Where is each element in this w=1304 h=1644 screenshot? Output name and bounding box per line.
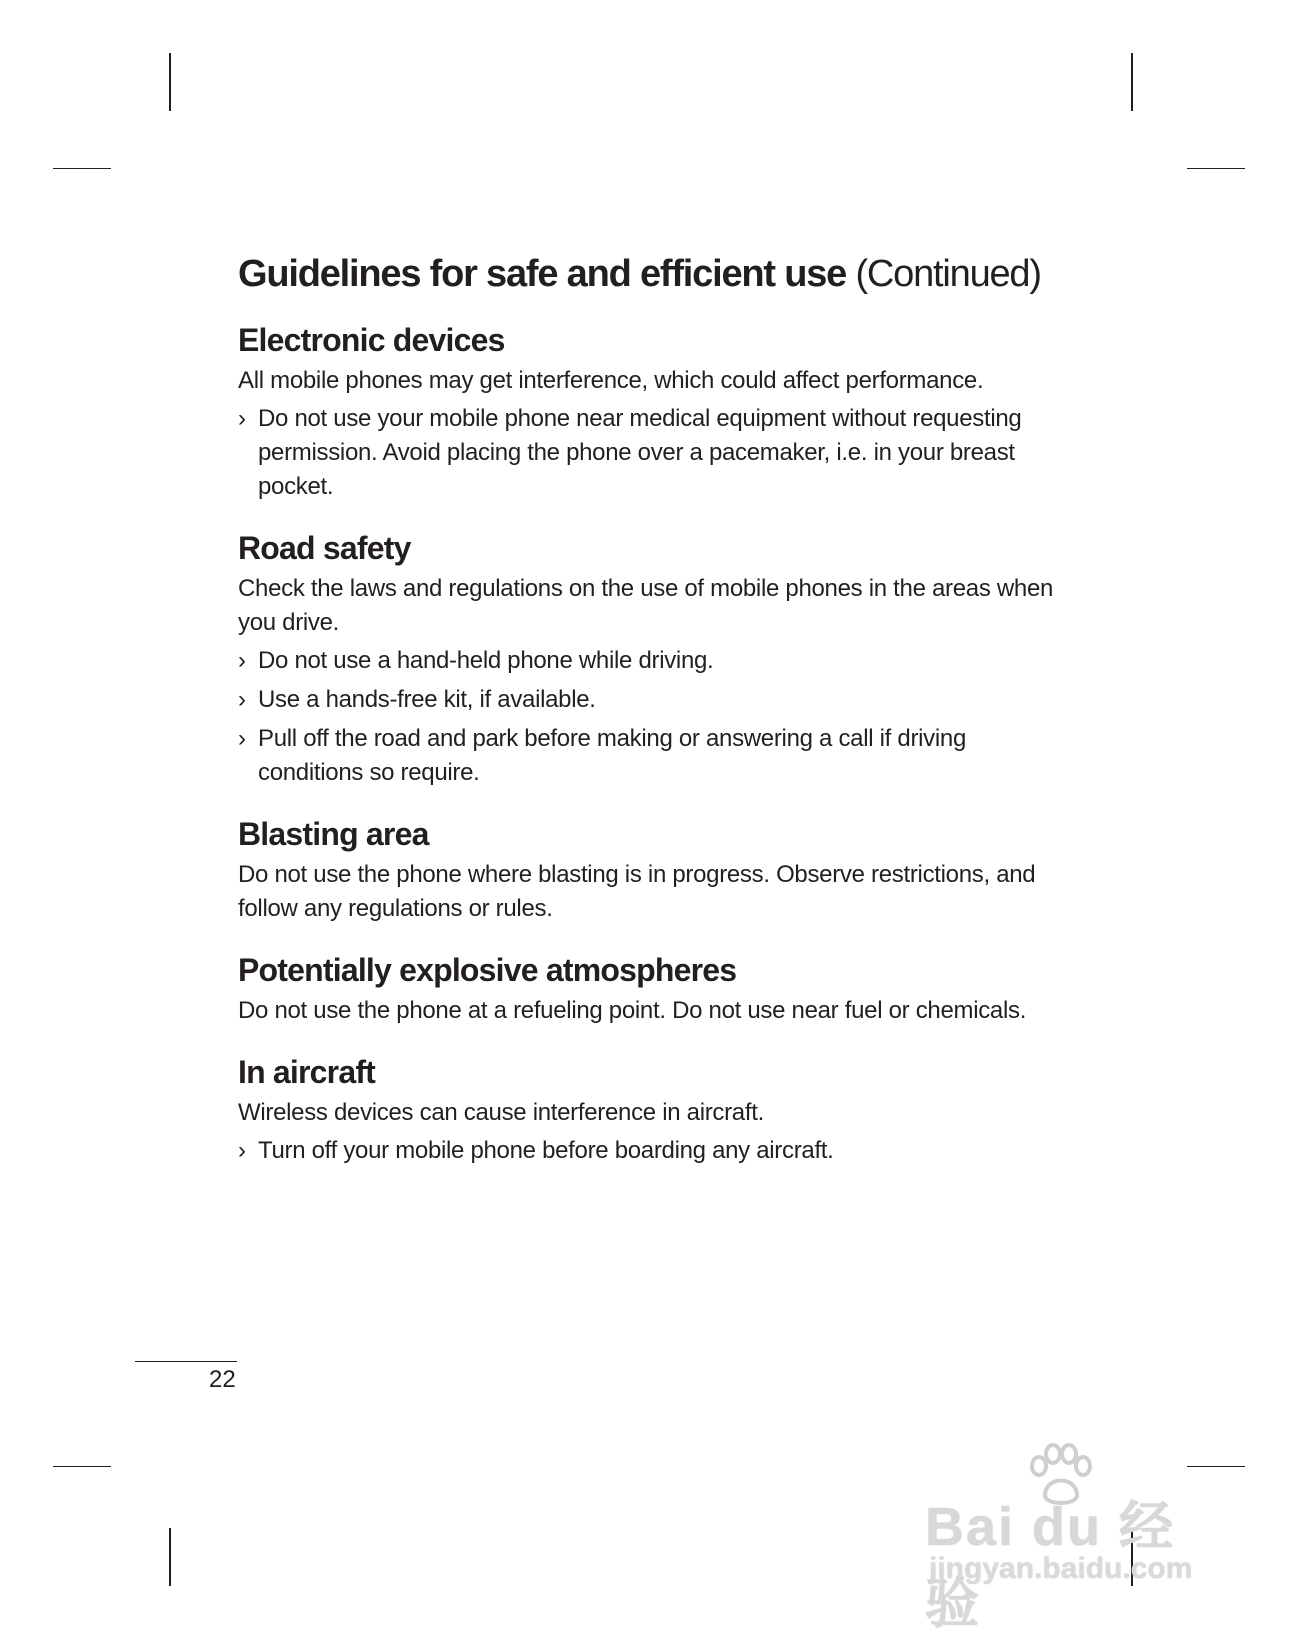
bullet-item <box>238 1134 1058 1168</box>
page-title <box>238 252 1058 298</box>
bullet-list <box>238 402 1058 504</box>
bullet-list <box>238 644 1058 790</box>
section-body: All mobile phones may get interference, which could affect performance. <box>238 366 984 394</box>
section-heading: Road safety <box>238 529 411 566</box>
bullet-text: Do not use a hand-held phone while driving. <box>258 646 714 674</box>
chevron-right-icon: › <box>238 646 246 674</box>
section-electronic-devices <box>238 320 1058 504</box>
crop-mark-bottom-left-horizontal <box>53 1466 111 1467</box>
chevron-right-icon: › <box>238 1136 246 1164</box>
bullet-item <box>238 644 1058 678</box>
page-title-main: Guidelines for safe and efficient use <box>238 253 847 295</box>
bullet-text: Pull off the road and park before making or answering a call if driving conditions so require. <box>258 724 966 786</box>
bullet-text: Use a hands-free kit, if available. <box>258 685 596 713</box>
section-body: Do not use the phone where blasting is in progress. Observe restrictions, and follow any regulations or rules. <box>238 860 1036 922</box>
bullet-list <box>238 1134 1058 1168</box>
section-heading: Electronic devices <box>238 321 505 358</box>
bullet-item <box>238 402 1058 504</box>
bullet-item <box>238 722 1058 790</box>
page-content <box>238 252 1058 1192</box>
section-body: Wireless devices can cause interference in aircraft. <box>238 1098 764 1126</box>
bullet-text: Do not use your mobile phone near medical equipment without requesting permission. Avoid placing the phone over a pacemaker, i.e. in your breast pocket. <box>258 404 1022 500</box>
section-blasting-area <box>238 814 1058 926</box>
section-body: Check the laws and regulations on the use of mobile phones in the areas when you drive. <box>238 574 1054 636</box>
chevron-right-icon: › <box>238 724 246 752</box>
watermark-url: jingyan.baidu.com <box>929 1552 1193 1585</box>
crop-mark-top-right-horizontal <box>1187 168 1245 169</box>
section-explosive-atmospheres <box>238 950 1058 1028</box>
crop-mark-top-right-vertical <box>1131 53 1133 111</box>
bullet-text: Turn off your mobile phone before boarding any aircraft. <box>258 1136 834 1164</box>
section-heading: Potentially explosive atmospheres <box>238 951 737 988</box>
crop-mark-top-left-vertical <box>169 53 171 111</box>
crop-mark-bottom-left-vertical <box>169 1528 171 1586</box>
section-in-aircraft <box>238 1052 1058 1168</box>
section-road-safety <box>238 528 1058 790</box>
chevron-right-icon: › <box>238 404 246 432</box>
page-title-suffix: (Continued) <box>855 253 1041 295</box>
section-body: Do not use the phone at a refueling point. Do not use near fuel or chemicals. <box>238 996 1027 1024</box>
folio-rule <box>135 1361 237 1362</box>
crop-mark-top-left-horizontal <box>53 168 111 169</box>
page-number: 22 <box>209 1366 236 1393</box>
section-heading: Blasting area <box>238 815 429 852</box>
chevron-right-icon: › <box>238 685 246 713</box>
watermark-brand: Bai du 经验 <box>925 1497 1176 1634</box>
watermark <box>925 1442 1225 1634</box>
section-heading: In aircraft <box>238 1053 376 1090</box>
bullet-item <box>238 683 1058 717</box>
